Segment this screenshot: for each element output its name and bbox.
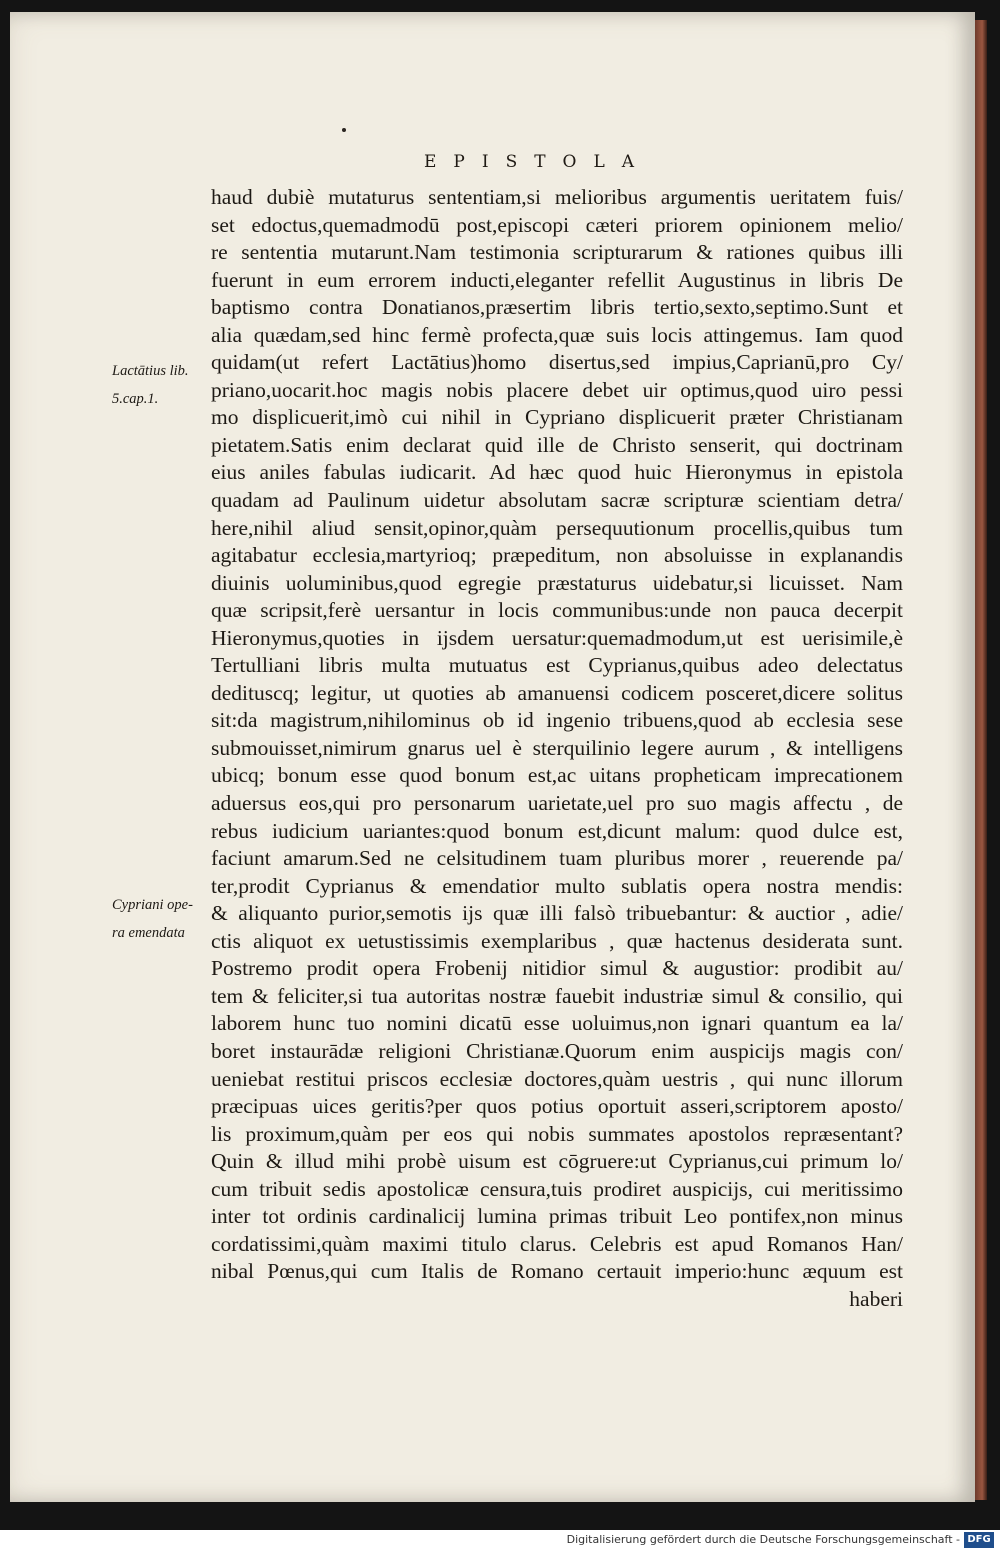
dfg-logo-icon: DFG <box>964 1532 994 1548</box>
running-head: EPISTOLA <box>424 152 652 172</box>
text-line: haud dubiè mutaturus sententiam,si melioribus argumentis ueritatem fuis/ <box>211 185 903 209</box>
text-line: baptismo contra Donatianos,præsertim libris tertio,sexto,septimo.Sunt et <box>211 295 903 320</box>
text-line: quidam(ut refert Lactātius)homo disertus,sed impius,Caprianū,pro Cy/ <box>211 350 903 375</box>
marginal-note-line: Lactātius lib. <box>112 363 189 379</box>
text-line: ubicq; bonum esse quod bonum est,ac uitans propheticam imprecationem <box>211 763 903 788</box>
digitization-footer <box>0 1530 1000 1551</box>
text-line: alia quædam,sed hinc fermè profecta,quæ suis locis attingemus. Iam quod <box>211 322 903 347</box>
text-line: agitabatur ecclesia,martyrioq; præpeditum, non absoluisse in explanandis <box>211 543 903 568</box>
ink-dot <box>342 128 346 132</box>
text-line: set edoctus,quemadmodū post,episcopi cæteri priorem opinionem melio/ <box>211 212 903 237</box>
text-line: cordatissimi,quàm maximi titulo clarus. Celebris est apud Romanos Han/ <box>211 1231 903 1256</box>
text-line: re sententia mutarunt.Nam testimonia scripturarum & rationes quibus illi <box>211 240 903 265</box>
footer-credit: Digitalisierung gefördert durch die Deutsche Forschungsgemeinschaft - <box>566 1533 960 1546</box>
text-line: ueniebat restitui priscos ecclesiæ doctores,quàm uestris , qui nunc illorum <box>211 1066 903 1091</box>
text-line: pietatem.Satis enim declarat quid ille de Christo senserit, qui doctrinam <box>211 432 903 457</box>
text-line: faciunt amarum.Sed ne celsitudinem tuam pluribus morer , reuerende pa/ <box>211 846 903 871</box>
text-line: sit:da magistrum,nihilominus ob id ingenio tribuens,quod ab ecclesia sese <box>211 708 903 733</box>
text-line: quæ scripsit,ferè uersantur in locis communibus:unde non pauca decerpit <box>211 598 903 623</box>
text-line: fuerunt in eum errorem inducti,eleganter refellit Augustinus in libris De <box>211 267 903 292</box>
marginal-note-line: ra emendata <box>112 924 185 941</box>
text-line: ctis aliquot ex uetustissimis exemplaribus , quæ hactenus desiderata sunt. <box>211 928 903 953</box>
text-line: mo displicuerit,imò cui nihil in Cypriano displicuerit præter Christianam <box>211 405 903 430</box>
marginal-note-cypriani <box>112 892 210 947</box>
marginal-note-lactantius <box>112 358 210 413</box>
text-line: Hieronymus,quoties in ijsdem uersatur:quemadmodum,ut est uerisimile,è <box>211 625 903 650</box>
text-line: rebus iudicium uariantes:quod bonum est,dicunt malum: quod dulce est, <box>211 818 903 843</box>
book-edge <box>975 20 987 1500</box>
text-line: dedituscq; legitur, ut quoties ab amanuensi codicem posceret,dicere solitus <box>211 680 903 705</box>
text-line: & aliquanto purior,semotis ijs quæ illi falsò tribuebantur: & auctior , adie/ <box>211 901 903 926</box>
text-line: lis proximum,quàm per eos qui nobis summates apostolos repræsentant? <box>211 1121 903 1146</box>
text-line: cum tribuit sedis apostolicæ censura,tuis prodiret auspicijs, cui meritissimo <box>211 1176 903 1201</box>
text-line: laborem hunc tuo nomini dicatū esse uoluimus,non ignari quantum ea la/ <box>211 1011 903 1036</box>
text-line: here,nihil aliud sensit,opinor,quàm persequutionum procellis,quibus tum <box>211 515 903 540</box>
text-line: boret instaurādæ religioni Christianæ.Quorum enim auspicijs magis con/ <box>211 1038 903 1063</box>
text-line: priano,uocarit.hoc magis nobis placere debet uir optimus,quod uiro pessi <box>211 377 903 402</box>
marginal-note-line: 5.cap.1. <box>112 390 159 407</box>
catchword: haberi <box>849 1286 903 1311</box>
text-line: aduersus eos,qui pro personarum uarietate,uel pro suo magis affectu , de <box>211 791 903 816</box>
text-line: quadam ad Paulinum uidetur absolutam sacræ scripturæ scientiam detra/ <box>211 488 903 513</box>
text-line: præcipuas uices geritis?per quos potius oportuit asseri,scriptorem aposto/ <box>211 1094 903 1119</box>
text-line: inter tot ordinis cardinalicij lumina primas tribuit Leo pontifex,non minus <box>211 1204 903 1229</box>
text-line: Postremo prodit opera Frobenij nitidior simul & augustior: prodibit au/ <box>211 956 903 981</box>
marginal-note-line: Cypriani ope- <box>112 897 193 913</box>
text-line: submouisset,nimirum gnarus uel è sterquilinio legere aurum , & intelligens <box>211 735 903 760</box>
text-line: diuinis uoluminibus,quod egregie præstaturus uidebatur,si licuisset. Nam <box>211 570 903 595</box>
text-line: nibal Pœnus,qui cum Italis de Romano certauit imperio:hunc æquum est <box>211 1259 903 1284</box>
text-line: ter,prodit Cyprianus & emendatior multo sublatis opera nostra mendis: <box>211 873 903 898</box>
body-text <box>211 184 903 1313</box>
text-line: Quin & illud mihi probè uisum est cōgruere:ut Cyprianus,cui primum lo/ <box>211 1149 903 1174</box>
text-line: eius aniles fabulas iudicarit. Ad hæc quod huic Hieronymus in epistola <box>211 460 903 485</box>
text-line: tem & feliciter,si tua autoritas nostræ fauebit industriæ simul & consilio, qui <box>211 983 903 1008</box>
text-line: Tertulliani libris multa mutuatus est Cyprianus,quibus adeo delectatus <box>211 653 903 678</box>
